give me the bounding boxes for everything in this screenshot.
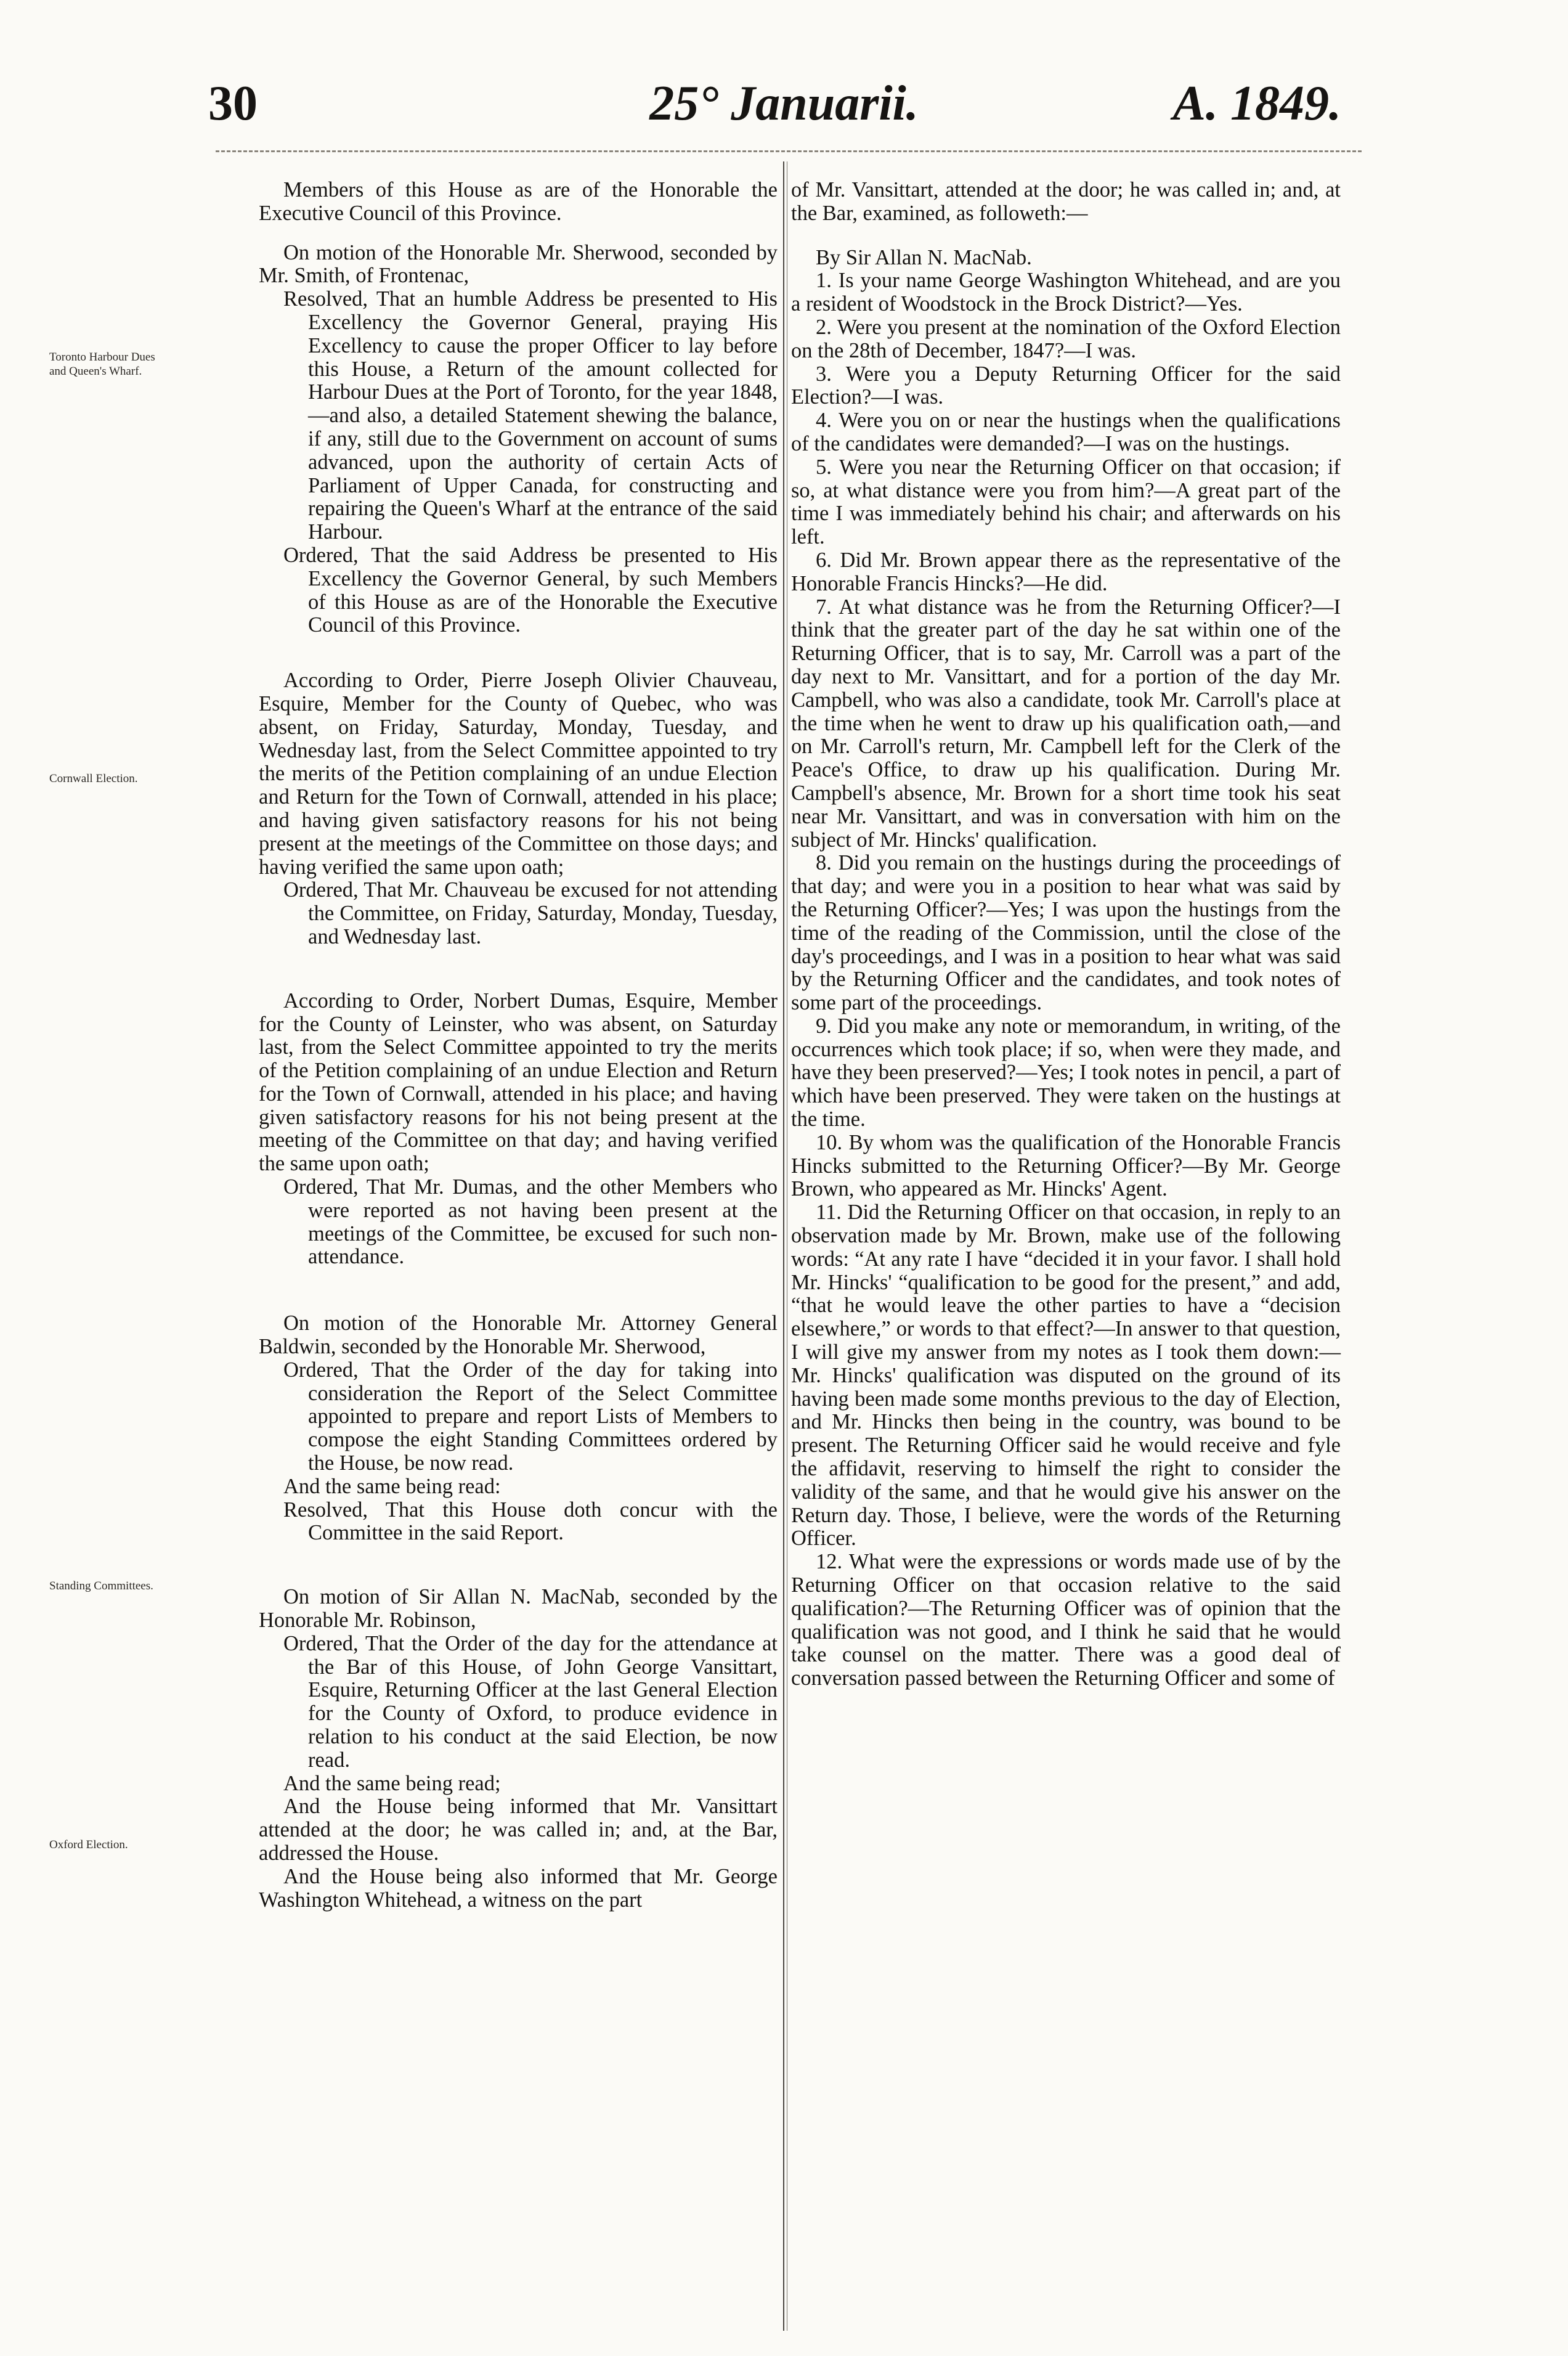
right-para-8: 6. Did Mr. Brown appear there as the representative of the Honorable Francis Hincks?—He did. <box>791 548 1341 595</box>
left-para-8: Ordered, That Mr. Dumas, and the other Members who were reported as not having been present at the meetings of the Committee, be excused for such non-attendance. <box>283 1175 778 1269</box>
left-para-10: Ordered, That the Order of the day for taking into consideration the Report of the Select Committee appointed to prepare and report Lists of Members to compose the eight Standing Committees ordered by the House, be now read. <box>283 1358 778 1475</box>
header-rule <box>216 150 1362 152</box>
page-year: A. 1849. <box>1172 76 1341 131</box>
left-para-17: And the House being also informed that Mr. George Washington Whitehead, a witness on the part <box>259 1864 778 1912</box>
right-para-6: 4. Were you on or near the hustings when the qualifications of the candidates were demanded?—I was on the hustings. <box>791 409 1341 455</box>
margin-note-toronto-harbour: Toronto Harbour Dues and Queen's Wharf. <box>49 351 155 378</box>
left-para-12: Resolved, That this House doth concur with the Committee in the said Report. <box>283 1498 778 1545</box>
right-para-5: 3. Were you a Deputy Returning Officer for the said Election?—I was. <box>791 362 1341 409</box>
right-para-10: 8. Did you remain on the hustings during the proceedings of that day; and were you in a position to hear what was said by the Returning Officer?—Yes; I was upon the hustings from the time of the reading of the Commission, until the close of the day's proceedings, and I was in a position to hear what was said by the Returning Officer and the candidates, and took notes of some part of the proceedings. <box>791 851 1341 1015</box>
page-date: 25° Januarii. <box>649 76 919 131</box>
right-para-7: 5. Were you near the Returning Officer on that occasion; if so, at what distance were you from him?—A great part of the time I was immediately behind his chair; and afterwards on his left. <box>791 455 1341 549</box>
left-para-1: Members of this House as are of the Honorable the Executive Council of this Province. <box>259 178 778 225</box>
left-para-7: According to Order, Norbert Dumas, Esquire, Member for the County of Leinster, who was absent, on Saturday last, from the Select Committee appointed to try the merits of the Petition complaining of an undue Election and Return for the Town of Cornwall, attended in his place; and having given satisfactory reasons for his not being present at the meeting of the Committee on that day; and having verified the same upon oath; <box>259 988 778 1176</box>
left-para-14: Ordered, That the Order of the day for the attendance at the Bar of this House, of John George Vansittart, Esquire, Returning Officer at the last General Election for the County of Oxford, to produce evidence in relation to his conduct at the said Election, be now read. <box>283 1631 778 1772</box>
right-para-14: 12. What were the expressions or words made use of by the Returning Officer on that occasion relative to the said qualification?—The Returning Officer was of opinion that the qualification was not good, and I think he said that he would take counsel on the matter. There was a good deal of conversation passed between the Returning Officer and some of <box>791 1550 1341 1690</box>
right-para-9: 7. At what distance was he from the Returning Officer?—I think that the greater part of the day he sat within one of the Returning Officer, that is to say, Mr. Carroll was a part of the day next to Mr. Vansittart, and for a portion of the day Mr. Campbell, who was also a candidate, took Mr. Carroll's place at the time when he went to draw up his qualification oath,—and on Mr. Carroll's return, Mr. Campbell left for the Clerk of the Peace's Office, to draw up his qualification. During Mr. Campbell's absence, Mr. Brown for a short time took his seat near Mr. Vansittart, and was in conversation with him on the subject of Mr. Hincks' qualification. <box>791 595 1341 852</box>
right-para-12: 10. By whom was the qualification of the Honorable Francis Hincks submitted to the Returning Officer?—By Mr. George Brown, who appeared as Mr. Hincks' Agent. <box>791 1130 1341 1201</box>
left-para-13: On motion of Sir Allan N. MacNab, seconded by the Honorable Mr. Robinson, <box>259 1585 778 1632</box>
right-para-11: 9. Did you make any note or memorandum, in writing, of the occurrences which took place; if so, when were they made, and have they been preserved?—Yes; I took notes in pencil, a part of which have been preserved. They were taken on the hustings at the time. <box>791 1014 1341 1131</box>
page-header <box>0 73 1568 141</box>
left-para-16: And the House being informed that Mr. Vansittart attended at the door; he was called in; and, at the Bar, addressed the House. <box>259 1795 778 1865</box>
right-para-3: 1. Is your name George Washington Whitehead, and are you a resident of Woodstock in the Brock District?—Yes. <box>791 269 1341 316</box>
column-divider <box>783 161 784 2331</box>
right-para-2: By Sir Allan N. MacNab. <box>816 245 1032 269</box>
left-para-15: And the same being read; <box>283 1771 501 1795</box>
right-column <box>791 179 1341 1690</box>
left-para-2: On motion of the Honorable Mr. Sherwood, seconded by Mr. Smith, of Frontenac, <box>259 240 778 288</box>
right-para-1: of Mr. Vansittart, attended at the door; he was called in; and, at the Bar, examined, as followeth:— <box>791 178 1341 225</box>
left-para-9: On motion of the Honorable Mr. Attorney General Baldwin, seconded by the Honorable Mr. Sherwood, <box>259 1311 778 1359</box>
margin-note-standing-committees: Standing Committees. <box>49 1579 153 1592</box>
page-number: 30 <box>208 76 258 131</box>
left-column <box>259 179 778 1912</box>
margin-note-cornwall-election: Cornwall Election. <box>49 772 138 785</box>
left-para-6: Ordered, That Mr. Chauveau be excused for not attending the Committee, on Friday, Saturday, Monday, Tuesday, and Wednesday last. <box>283 878 778 948</box>
left-para-5: According to Order, Pierre Joseph Olivier Chauveau, Esquire, Member for the County of Quebec, who was absent, on Friday, Saturday, Monday, Tuesday, and Wednesday last, from the Select Committee appointed to try the merits of the Petition complaining of an undue Election and Return for the Town of Cornwall, attended in his place; and having given satisfactory reasons for his not being present at the meetings of the Committee on those days; and having verified the same upon oath; <box>259 669 778 879</box>
right-para-4: 2. Were you present at the nomination of the Oxford Election on the 28th of December, 1847?—I was. <box>791 315 1341 362</box>
left-para-3: Resolved, That an humble Address be presented to His Excellency the Governor General, praying His Excellency to cause the proper Officer to lay before this House, a Return of the amount collected for Harbour Dues at the Port of Toronto, for the year 1848,—and also, a detailed Statement shewing the balance, if any, still due to the Government on account of sums advanced, upon the authority of certain Acts of Parliament of Upper Canada, for constructing and repairing the Queen's Wharf at the entrance of the said Harbour. <box>283 287 778 544</box>
left-para-11: And the same being read: <box>283 1474 501 1498</box>
left-para-4: Ordered, That the said Address be presented to His Excellency the Governor General, by such Members of this House as are of the Honorable the Executive Council of this Province. <box>283 543 778 637</box>
right-para-13: 11. Did the Returning Officer on that occasion, in reply to an observation made by Mr. Brown, make use of the following words: “At any rate I have “decided it in your favor. I shall hold Mr. Hincks' “qualification to be good for the present,” and add, “that he would leave the other parties to have a “decision elsewhere,” or words to that effect?—In answer to that question, I will give my answer from my notes as I took them down:—Mr. Hincks' qualification was disputed on the ground of its having been made some months previous to the day of Election, and Mr. Hincks then being in the country, was bound to be present. The Returning Officer said he would receive and fyle the affidavit, reserving to himself the right to consider the validity of the same, and that he would give his answer on the Return day. Those, I believe, were the words of the Returning Officer. <box>791 1200 1341 1551</box>
margin-note-oxford-election: Oxford Election. <box>49 1838 128 1851</box>
